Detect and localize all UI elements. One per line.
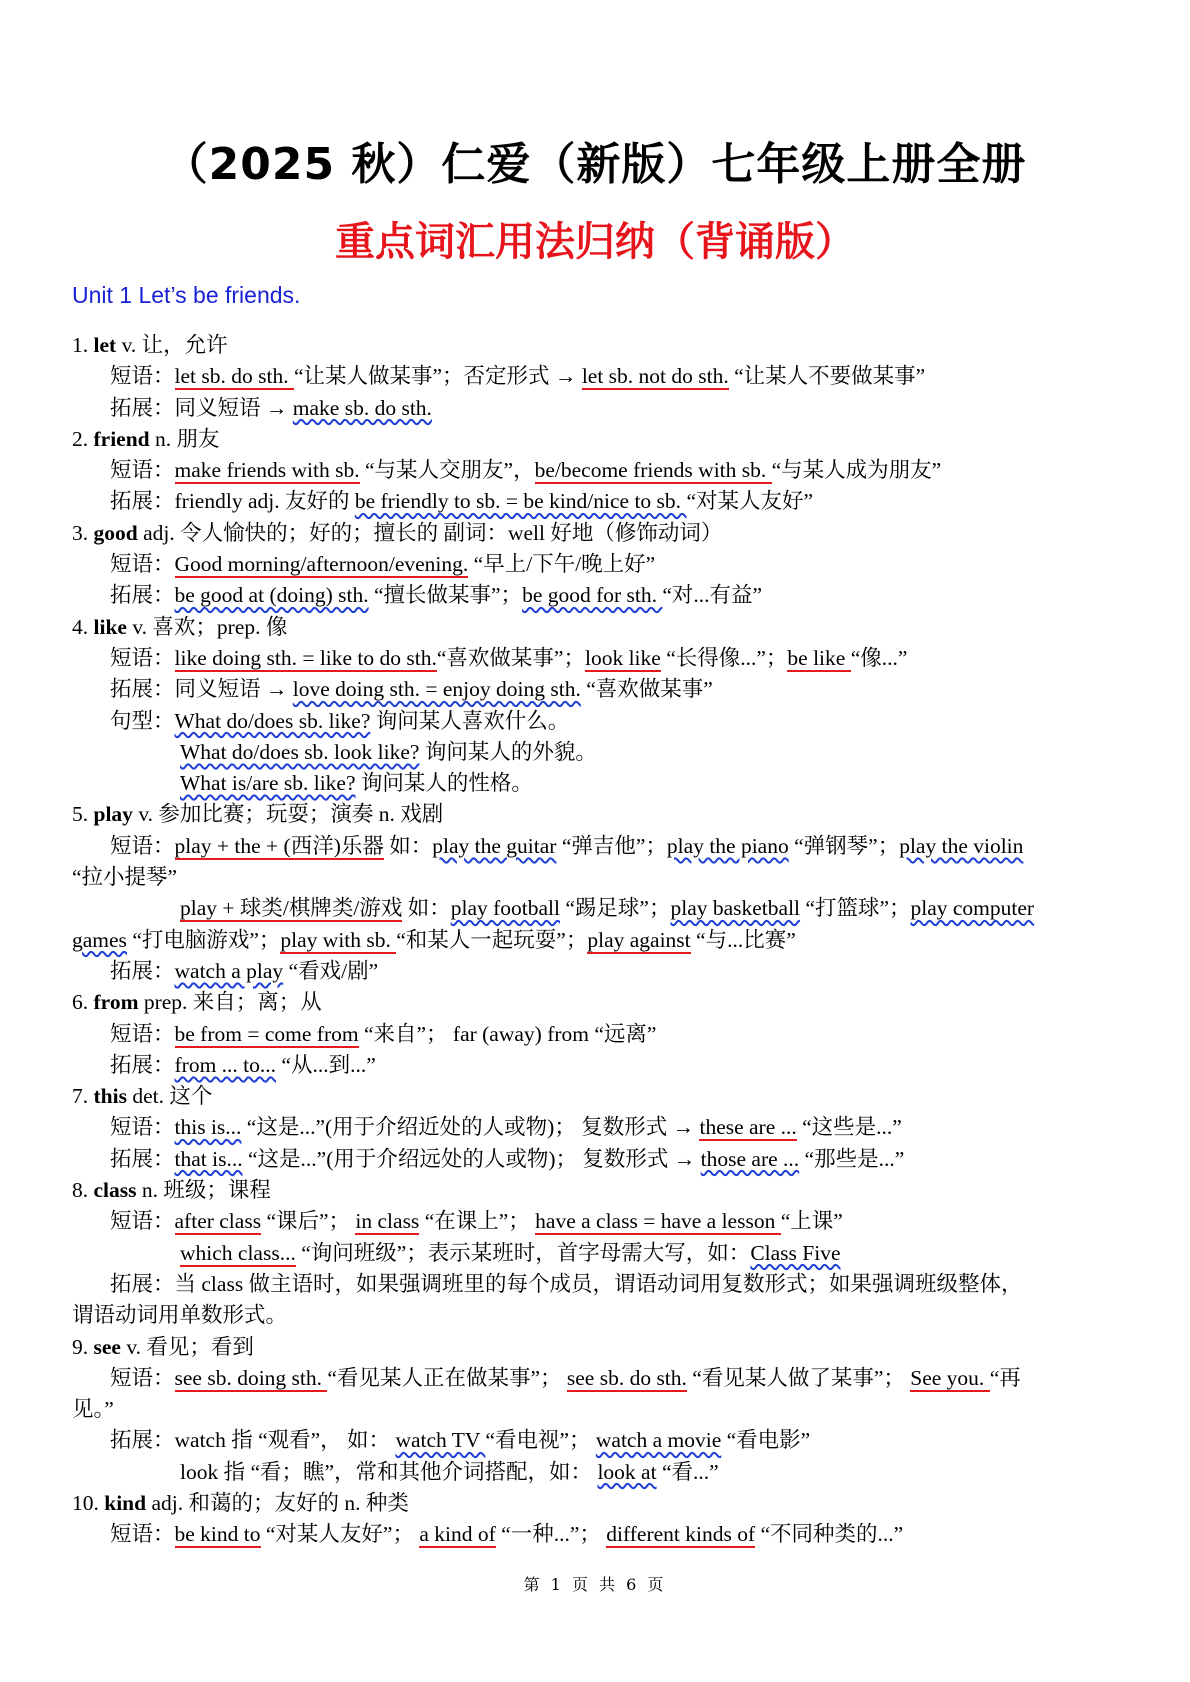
phrase-line: 短语：Good morning/afternoon/evening. “早上/下午/晚上好”: [110, 552, 656, 577]
phrase-line: 短语：make friends with sb. “与某人交朋友”，be/become friends with sb. “与某人成为朋友”: [110, 458, 942, 483]
headword: see: [93, 1334, 121, 1359]
phrase-line: 短语：be from = come from “来自”； far (away) from “远离”: [110, 1021, 657, 1046]
headword: this: [93, 1084, 127, 1109]
headword: from: [93, 990, 139, 1015]
entry-heading: 1. let v. 让，允许: [72, 333, 228, 357]
extension-line: 拓展：同义短语 → love doing sth. = enjoy doing sth. “喜欢做某事”: [110, 677, 713, 702]
headword: like: [93, 614, 127, 639]
phrase-line: which class... “询问班级”；表示某班时，首字母需大写，如：Class Five: [180, 1240, 841, 1265]
entry-heading: 7. this det. 这个: [72, 1084, 213, 1109]
pattern-line: What is/are sb. like? 询问某人的性格。: [180, 771, 533, 796]
headword: play: [93, 802, 133, 827]
phrase-line: 短语：see sb. doing sth. “看见某人正在做某事”； see sb. do sth. “看见某人做了某事”； See you. “再: [110, 1365, 1021, 1390]
page-footer: 第 1 页 共 6 页: [523, 1575, 667, 1594]
vocabulary-list: [72, 330, 1120, 1551]
entry-heading: 6. from prep. 来自；离；从: [72, 990, 322, 1015]
entry-heading: 5. play v. 参加比赛；玩耍；演奏 n. 戏剧: [72, 802, 444, 827]
extension-line: 拓展：watch 指 “观看”， 如： watch TV “看电视”； watch a movie “看电影”: [110, 1428, 811, 1453]
entry-heading: 4. like v. 喜欢；prep. 像: [72, 614, 288, 639]
phrase-line: 短语：let sb. do sth. “让某人做某事”；否定形式 → let sb. not do sth. “让某人不要做某事”: [110, 364, 926, 389]
headword: class: [93, 1178, 137, 1203]
extension-line-cont: 谓语动词用单数形式。: [72, 1303, 288, 1328]
phrase-line: play + 球类/棋牌类/游戏 如：play football “踢足球”；play basketball “打篮球”；play computer: [180, 896, 1035, 921]
entry-heading: 3. good adj. 令人愉快的；好的；擅长的 副词：well 好地（修饰动词）: [72, 520, 723, 545]
phrase-line-cont: “拉小提琴”: [72, 865, 178, 890]
phrase-line: 短语：after class “课后”； in class “在课上”； have a class = have a lesson “上课”: [110, 1209, 843, 1234]
extension-line: 拓展：that is... “这是...”(用于介绍远处的人或物)； 复数形式 → those are ... “那些是...”: [110, 1146, 905, 1171]
pattern-line: 句型：What do/does sb. like? 询问某人喜欢什么。: [110, 708, 570, 733]
phrase-line: 短语：be kind to “对某人友好”； a kind of “一种...”； different kinds of “不同种类的...”: [110, 1522, 904, 1547]
phrase-line-cont: 见。”: [72, 1397, 114, 1422]
unit-heading: Unit 1 Let’s be friends.: [72, 282, 301, 308]
extension-line: 拓展：同义短语 → make sb. do sth.: [110, 395, 432, 420]
extension-line: 拓展：friendly adj. 友好的 be friendly to sb. = be kind/nice to sb. “对某人友好”: [110, 489, 814, 514]
extension-line: 拓展：watch a play “看戏/剧”: [110, 958, 379, 983]
phrase-line: 短语：play + the + (西洋)乐器 如：play the guitar “弹吉他”；play the piano “弹钢琴”；play the violin: [110, 833, 1024, 858]
entry-heading: 8. class n. 班级；课程: [72, 1178, 271, 1203]
phrase-line: 短语：like doing sth. = like to do sth.“喜欢做某事”；look like “长得像...”；be like “像...”: [110, 645, 908, 670]
entry-heading: 9. see v. 看见；看到: [72, 1334, 254, 1359]
headword: friend: [93, 426, 150, 451]
headword: kind: [104, 1490, 147, 1515]
headword: let: [93, 333, 117, 357]
headword: good: [93, 520, 138, 545]
extension-line: look 指 “看；瞧”，常和其他介词搭配，如： look at “看...”: [180, 1459, 719, 1484]
entry-heading: 2. friend n. 朋友: [72, 426, 220, 451]
extension-line: 拓展：当 class 做主语时，如果强调班里的每个成员，谓语动词用复数形式；如果强调班级整体，: [110, 1271, 1023, 1296]
phrase-line-cont: games “打电脑游戏”；play with sb. “和某人一起玩耍”；play against “与...比赛”: [72, 927, 796, 952]
entry-heading: 10. kind adj. 和蔼的；友好的 n. 种类: [72, 1490, 409, 1515]
sub-title: 重点词汇用法归纳（背诵版）: [335, 218, 855, 265]
extension-line: 拓展：be good at (doing) sth. “擅长做某事”；be good for sth. “对...有益”: [110, 583, 763, 608]
main-title: （2025 秋）仁爱（新版）七年级上册全册: [163, 139, 1027, 190]
phrase-line: 短语：this is... “这是...”(用于介绍近处的人或物)； 复数形式 → these are ... “这些是...”: [110, 1115, 902, 1140]
pattern-line: What do/does sb. look like? 询问某人的外貌。: [180, 739, 597, 764]
extension-line: 拓展：from ... to... “从...到...”: [110, 1052, 376, 1077]
